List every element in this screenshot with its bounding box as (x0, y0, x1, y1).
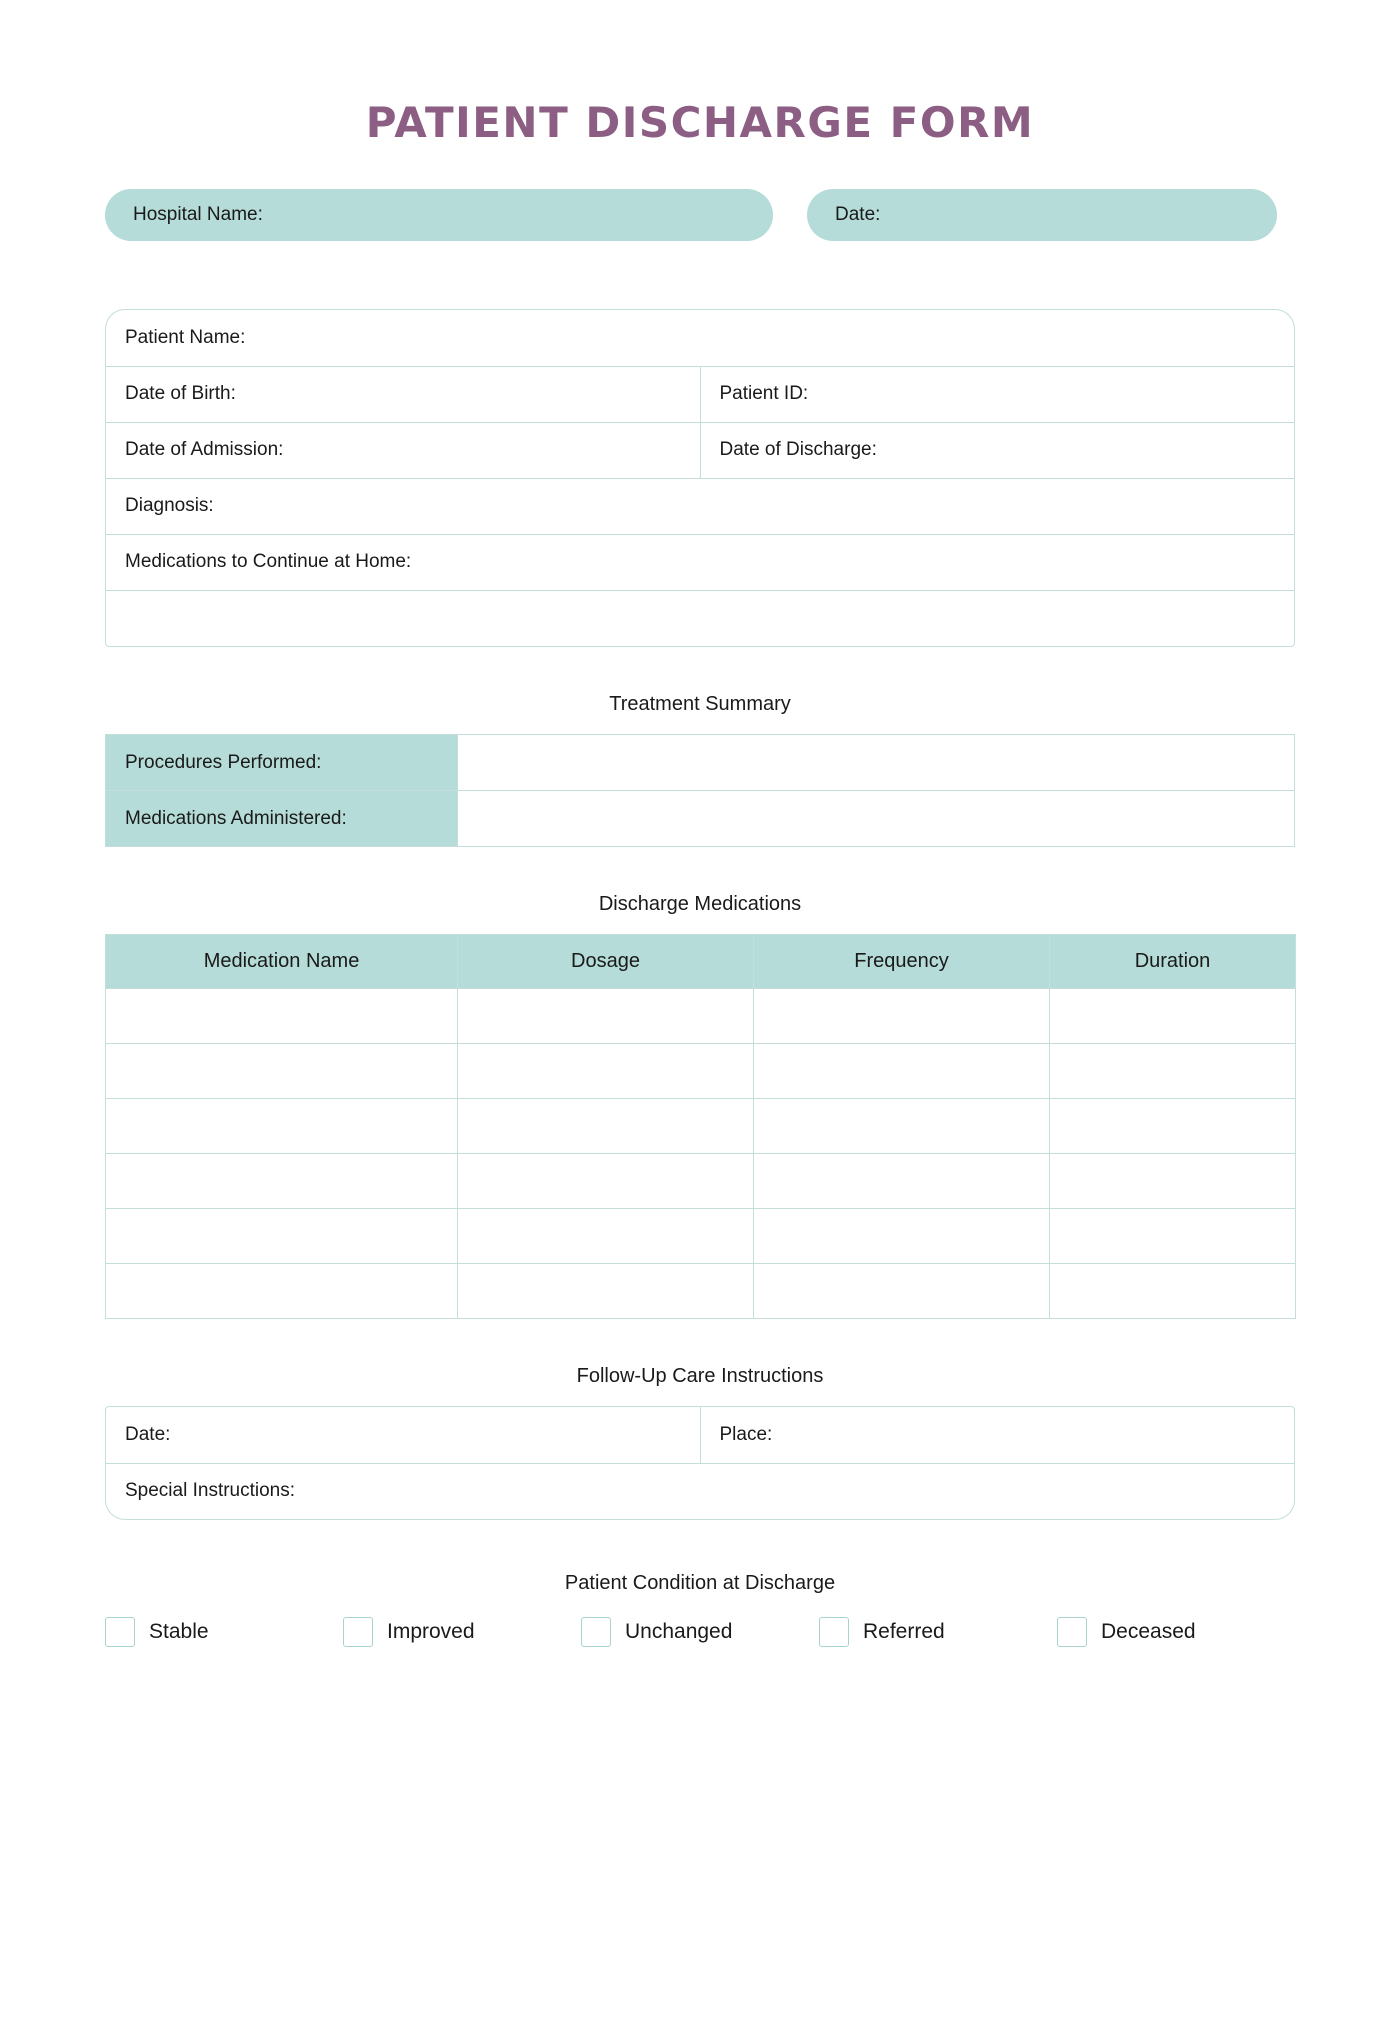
medications-administered-label-cell (106, 791, 458, 847)
table-row (106, 735, 1295, 791)
medication-name-cell[interactable] (106, 1154, 458, 1209)
column-header-medication-name: Medication Name (106, 935, 458, 989)
date-of-birth-cell[interactable] (106, 366, 700, 422)
table-row (106, 590, 1294, 646)
dosage-cell[interactable] (458, 1099, 754, 1154)
date-label: Date: (835, 204, 881, 225)
table-row (106, 366, 1294, 422)
condition-option-improved[interactable] (343, 1617, 581, 1647)
checkbox-icon[interactable] (343, 1617, 373, 1647)
column-header-frequency: Frequency (754, 935, 1050, 989)
procedures-performed-label-cell (106, 735, 458, 791)
medication-name-cell[interactable] (106, 1099, 458, 1154)
medications-administered-label: Medications Administered: (125, 807, 347, 829)
condition-option-stable[interactable] (105, 1617, 343, 1647)
dosage-cell[interactable] (458, 1209, 754, 1264)
frequency-cell[interactable] (754, 1099, 1050, 1154)
frequency-cell[interactable] (754, 989, 1050, 1044)
patient-name-cell[interactable] (106, 310, 1294, 366)
frequency-cell[interactable] (754, 1154, 1050, 1209)
medication-name-cell[interactable] (106, 1209, 458, 1264)
medication-name-cell[interactable] (106, 989, 458, 1044)
diagnosis-cell[interactable] (106, 478, 1294, 534)
follow-up-place-cell[interactable] (700, 1407, 1294, 1463)
checkbox-icon[interactable] (1057, 1617, 1087, 1647)
medications-home-entry-cell[interactable] (106, 590, 1294, 646)
condition-label: Referred (863, 1620, 945, 1643)
hospital-name-label: Hospital Name: (133, 204, 263, 225)
condition-label: Deceased (1101, 1620, 1196, 1643)
condition-checkbox-row (105, 1617, 1295, 1647)
condition-caption: Patient Condition at Discharge (564, 1572, 836, 1594)
frequency-cell[interactable] (754, 1264, 1050, 1319)
dosage-cell[interactable] (458, 989, 754, 1044)
table-row (106, 989, 1296, 1044)
duration-cell[interactable] (1050, 1264, 1296, 1319)
table-row (106, 1264, 1296, 1319)
condition-option-unchanged[interactable] (581, 1617, 819, 1647)
dosage-cell[interactable] (458, 1044, 754, 1099)
table-row (106, 791, 1295, 847)
condition-label: Unchanged (625, 1620, 733, 1643)
follow-up-date-label: Date: (125, 1423, 171, 1445)
patient-name-label: Patient Name: (125, 326, 246, 348)
table-row (106, 1099, 1296, 1154)
column-header-duration: Duration (1050, 935, 1296, 989)
medication-name-cell[interactable] (106, 1264, 458, 1319)
table-row (106, 310, 1294, 366)
table-row (106, 1044, 1296, 1099)
table-row (106, 478, 1294, 534)
discharge-medications-table (105, 934, 1296, 1319)
date-of-admission-label: Date of Admission: (125, 439, 284, 460)
header-pill-row (105, 189, 1295, 241)
condition-label: Stable (149, 1620, 209, 1643)
table-row (106, 1209, 1296, 1264)
medications-home-cell[interactable] (106, 534, 1294, 590)
patient-info-table (105, 309, 1295, 647)
checkbox-icon[interactable] (581, 1617, 611, 1647)
patient-id-label: Patient ID: (719, 383, 809, 404)
treatment-summary-caption: Treatment Summary (609, 693, 791, 715)
page-title: PATIENT DISCHARGE FORM (365, 98, 1035, 147)
table-row (106, 534, 1294, 590)
procedures-performed-label: Procedures Performed: (125, 751, 322, 773)
duration-cell[interactable] (1050, 1209, 1296, 1264)
procedures-performed-value-cell[interactable] (458, 735, 1295, 791)
patient-id-cell[interactable] (700, 366, 1294, 422)
date-field[interactable] (807, 189, 1277, 241)
duration-cell[interactable] (1050, 989, 1296, 1044)
special-instructions-cell[interactable] (106, 1463, 1294, 1519)
diagnosis-label: Diagnosis: (125, 495, 214, 516)
discharge-medications-caption: Discharge Medications (598, 893, 802, 915)
hospital-name-field[interactable] (105, 189, 773, 241)
duration-cell[interactable] (1050, 1044, 1296, 1099)
frequency-cell[interactable] (754, 1044, 1050, 1099)
condition-option-deceased[interactable] (1057, 1617, 1295, 1647)
follow-up-table (105, 1406, 1295, 1520)
condition-label: Improved (387, 1620, 475, 1643)
medications-home-label: Medications to Continue at Home: (125, 551, 412, 572)
checkbox-icon[interactable] (105, 1617, 135, 1647)
table-row (106, 422, 1294, 478)
date-of-admission-cell[interactable] (106, 422, 700, 478)
duration-cell[interactable] (1050, 1154, 1296, 1209)
dosage-cell[interactable] (458, 1264, 754, 1319)
column-header-dosage: Dosage (458, 935, 754, 989)
condition-option-referred[interactable] (819, 1617, 1057, 1647)
date-of-discharge-cell[interactable] (700, 422, 1294, 478)
date-of-discharge-label: Date of Discharge: (719, 439, 877, 460)
medication-name-cell[interactable] (106, 1044, 458, 1099)
table-header-row (106, 935, 1296, 989)
checkbox-icon[interactable] (819, 1617, 849, 1647)
dosage-cell[interactable] (458, 1154, 754, 1209)
follow-up-caption: Follow-Up Care Instructions (576, 1365, 824, 1387)
frequency-cell[interactable] (754, 1209, 1050, 1264)
medications-administered-value-cell[interactable] (458, 791, 1295, 847)
duration-cell[interactable] (1050, 1099, 1296, 1154)
follow-up-place-label: Place: (719, 1423, 773, 1445)
table-row (106, 1407, 1294, 1463)
treatment-summary-table (105, 734, 1295, 847)
table-row (106, 1463, 1294, 1519)
table-row (106, 1154, 1296, 1209)
follow-up-date-cell[interactable] (106, 1407, 700, 1463)
date-of-birth-label: Date of Birth: (125, 383, 236, 404)
discharge-form-page (0, 98, 1400, 2018)
special-instructions-label: Special Instructions: (125, 1480, 296, 1502)
